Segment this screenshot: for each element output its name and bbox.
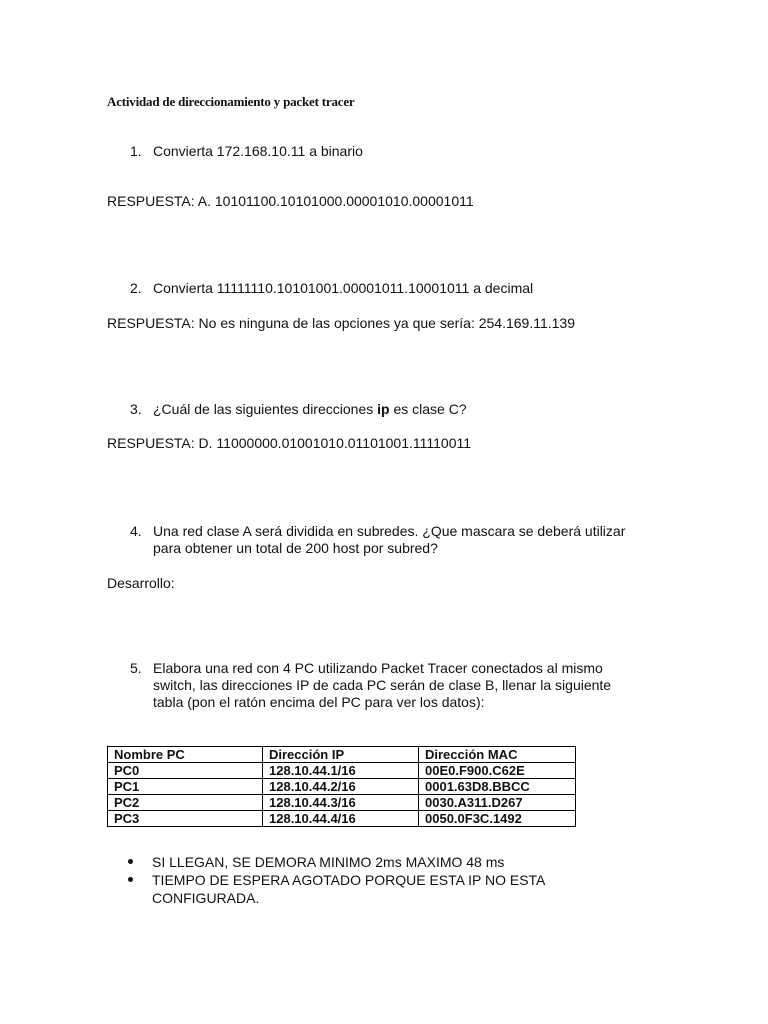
question-2-number: 2. (130, 280, 142, 296)
table-cell: 128.10.44.4/16 (263, 811, 419, 827)
question-2 (130, 280, 570, 297)
table-cell: 0050.0F3C.1492 (419, 811, 576, 827)
question-3 (130, 401, 570, 418)
question-1 (130, 143, 570, 160)
table-cell: PC1 (108, 779, 263, 795)
question-5 (130, 660, 650, 714)
table-header-cell: Dirección IP (263, 747, 419, 763)
table-cell: 00E0.F900.C62E (419, 763, 576, 779)
list-item: SI LLEGAN, SE DEMORA MINIMO 2ms MAXIMO 48 ms (152, 853, 582, 871)
question-1-number: 1. (130, 143, 142, 159)
table-row (108, 795, 576, 811)
answer-3: RESPUESTA: D. 11000000.01001010.01101001.11110011 (107, 435, 472, 451)
question-4-text: Una red clase A será dividida en subredes. ¿Que mascara se deberá utilizar para obtener un total de 200 host por subred? (153, 523, 626, 556)
table-header-cell: Nombre PC (108, 747, 263, 763)
document-title: Actividad de direccionamiento y packet tracer (107, 94, 355, 109)
question-5-number: 5. (130, 660, 142, 676)
question-2-text: Convierta 11111110.10101001.00001011.10001011 a decimal (153, 280, 534, 296)
table-cell: PC3 (108, 811, 263, 827)
question-1-text: Convierta 172.168.10.11 a binario (153, 143, 363, 159)
table-cell: 128.10.44.2/16 (263, 779, 419, 795)
table-cell: 0030.A311.D267 (419, 795, 576, 811)
table-row (108, 811, 576, 827)
table-cell: PC2 (108, 795, 263, 811)
table-row (108, 779, 576, 795)
answer-2: RESPUESTA: No es ninguna de las opciones ya que sería: 254.169.11.139 (107, 315, 576, 331)
question-3-text (153, 401, 467, 418)
answer-1: RESPUESTA: A. 10101100.10101000.00001010.00001011 (107, 193, 474, 209)
question-4-number: 4. (130, 523, 142, 539)
question-3-text-post: es clase C? (389, 401, 467, 417)
table-cell: 128.10.44.1/16 (263, 763, 419, 779)
question-3-number: 3. (130, 401, 142, 417)
question-3-text-bold: ip (377, 401, 390, 417)
table-row (108, 763, 576, 779)
question-5-text: Elabora una red con 4 PC utilizando Packet Tracer conectados al mismo switch, las direcciones IP de cada PC serán de clase B, llenar la siguiente tabla (pon el ratón encima del PC para ver los datos): (153, 660, 612, 710)
question-4 (130, 523, 650, 559)
table-header-cell: Dirección MAC (419, 747, 576, 763)
question-3-text-pre: ¿Cuál de las siguientes direcciones (153, 401, 378, 417)
table-cell: 0001.63D8.BBCC (419, 779, 576, 795)
table-cell: 128.10.44.3/16 (263, 795, 419, 811)
table-header-row (108, 747, 576, 763)
pc-address-table (107, 746, 576, 827)
desarrollo-label: Desarrollo: (107, 575, 175, 591)
results-list (126, 853, 582, 907)
list-item: TIEMPO DE ESPERA AGOTADO PORQUE ESTA IP NO ESTA CONFIGURADA. (152, 871, 582, 907)
table-cell: PC0 (108, 763, 263, 779)
